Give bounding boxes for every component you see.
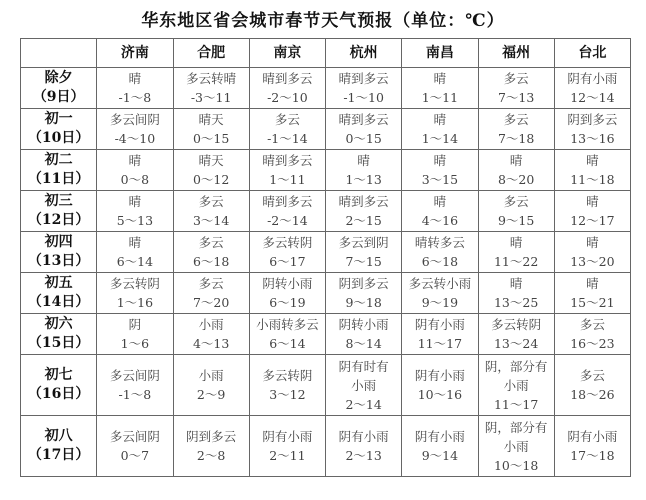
temperature-range: 18～26 <box>570 387 615 402</box>
weather-condition: 多云到阴 <box>338 235 389 250</box>
temperature-range: 9～19 <box>421 295 459 310</box>
temperature-range: 16～23 <box>570 336 615 351</box>
day-date: （10日） <box>27 130 90 146</box>
temperature-range: 11～22 <box>493 254 539 269</box>
weather-condition: 晴 <box>509 153 523 168</box>
forecast-cell <box>478 232 554 273</box>
temperature-range: 13～20 <box>570 254 615 269</box>
temperature-range: 3～12 <box>269 387 306 402</box>
temperature-range: 0～12 <box>192 172 230 187</box>
weather-condition: 晴 <box>509 276 523 291</box>
day-day: 初七 <box>44 367 73 383</box>
temperature-range: 9～14 <box>421 448 459 463</box>
weather-condition: 多云 <box>579 368 605 383</box>
day-date: （14日） <box>27 294 90 310</box>
forecast-cell <box>326 416 402 477</box>
day-cell <box>21 355 97 416</box>
day-cell <box>21 68 97 109</box>
forecast-cell <box>326 355 402 416</box>
weather-condition: 阴转小雨 <box>262 276 313 291</box>
forecast-cell <box>402 68 478 109</box>
city-header: 南京 <box>249 39 325 68</box>
forecast-cell <box>97 68 173 109</box>
temperature-range: 2～11 <box>269 448 306 463</box>
forecast-cell <box>173 314 249 355</box>
temperature-range: 9～18 <box>345 295 382 310</box>
weather-condition: 晴天 <box>198 153 224 168</box>
forecast-cell <box>326 191 402 232</box>
temperature-range: -1～14 <box>267 131 308 146</box>
weather-condition: 多云 <box>503 112 529 127</box>
forecast-cell <box>97 150 173 191</box>
weather-condition: 阴有小雨 <box>414 317 465 332</box>
temperature-range: 1～11 <box>269 172 306 187</box>
weather-condition: 多云 <box>198 276 224 291</box>
weather-condition: 阴有小雨 <box>262 429 313 444</box>
temperature-range: 9～15 <box>497 213 535 228</box>
weather-condition: 晴转多云 <box>414 235 465 250</box>
temperature-range: 11～17 <box>417 336 463 351</box>
weather-condition: 多云间阴 <box>109 112 160 127</box>
weather-condition: 晴 <box>433 112 447 127</box>
weather-condition: 多云 <box>579 317 605 332</box>
temperature-range: 6～19 <box>269 295 306 310</box>
temperature-range: 0～8 <box>120 172 150 187</box>
weather-condition: 晴 <box>357 153 370 168</box>
city-header: 杭州 <box>326 39 402 68</box>
forecast-cell <box>554 150 630 191</box>
temperature-range: 12～14 <box>570 90 615 105</box>
day-cell <box>21 416 97 477</box>
temperature-range: 7～20 <box>192 295 230 310</box>
day-day: 初二 <box>44 152 73 168</box>
weather-condition: 晴 <box>586 194 599 209</box>
weather-condition: 小雨 <box>198 317 224 332</box>
table-row <box>21 416 631 477</box>
weather-condition: 晴到多云 <box>338 71 389 86</box>
temperature-range: 12～17 <box>570 213 615 228</box>
forecast-cell <box>326 150 402 191</box>
forecast-cell <box>402 109 478 150</box>
forecast-cell <box>402 314 478 355</box>
temperature-range: 4～13 <box>192 336 230 351</box>
temperature-range: 13～25 <box>493 295 539 310</box>
weather-condition: 阴有小雨 <box>567 71 618 86</box>
weather-condition: 晴到多云 <box>338 112 389 127</box>
temperature-range: 1～6 <box>120 336 150 351</box>
temperature-range: 0～7 <box>120 448 150 463</box>
day-date: （13日） <box>27 253 90 269</box>
city-header: 济南 <box>97 39 173 68</box>
temperature-range: 6～18 <box>192 254 230 269</box>
forecast-cell <box>97 109 173 150</box>
weather-condition: 小雨转多云 <box>256 317 319 332</box>
forecast-cell <box>478 273 554 314</box>
forecast-cell <box>554 314 630 355</box>
forecast-cell <box>97 314 173 355</box>
city-header: 台北 <box>554 39 630 68</box>
forecast-cell <box>173 273 249 314</box>
table-row <box>21 150 631 191</box>
forecast-cell <box>478 314 554 355</box>
day-day: 初四 <box>44 234 73 250</box>
temperature-range: 1～11 <box>421 90 459 105</box>
forecast-cell <box>326 273 402 314</box>
day-date: （15日） <box>27 335 90 351</box>
temperature-range: -2～14 <box>267 213 308 228</box>
forecast-cell <box>249 109 325 150</box>
forecast-cell <box>478 355 554 416</box>
day-day: 除夕 <box>44 70 73 86</box>
weather-condition: 晴到多云 <box>262 71 313 86</box>
forecast-cell <box>249 416 325 477</box>
temperature-range: 5～13 <box>116 213 154 228</box>
forecast-cell <box>97 232 173 273</box>
table-row <box>21 355 631 416</box>
temperature-range: 7～18 <box>497 131 535 146</box>
temperature-range: 11～17 <box>493 396 539 412</box>
weather-condition: 阴有时有 <box>338 358 389 374</box>
weather-condition: 阴 <box>128 317 142 332</box>
temperature-range: 15～21 <box>570 295 615 310</box>
forecast-cell <box>249 355 325 416</box>
forecast-cell <box>249 273 325 314</box>
day-date: （11日） <box>27 171 90 187</box>
temperature-range: 8～14 <box>345 336 382 351</box>
day-date: （17日） <box>27 447 90 463</box>
temperature-range: -2～10 <box>267 90 308 105</box>
weather-condition: 多云转晴 <box>186 71 237 86</box>
weather-condition: 多云 <box>198 235 224 250</box>
weather-condition: 多云转小雨 <box>408 276 472 291</box>
day-cell <box>21 191 97 232</box>
day-cell <box>21 314 97 355</box>
forecast-cell <box>402 273 478 314</box>
forecast-cell <box>326 109 402 150</box>
weather-condition: 晴 <box>433 153 447 168</box>
forecast-cell <box>173 232 249 273</box>
day-day: 初五 <box>44 275 73 291</box>
temperature-range: 10～16 <box>417 387 463 402</box>
temperature-range: 7～13 <box>497 90 535 105</box>
city-header: 南昌 <box>402 39 478 68</box>
weather-condition: 阴转小雨 <box>338 317 389 332</box>
temperature-range: 2～9 <box>196 387 226 402</box>
table-row <box>21 191 631 232</box>
temperature-range: 7～15 <box>345 254 382 269</box>
weather-condition: 晴天 <box>198 112 224 127</box>
weather-condition: 阴有小雨 <box>414 368 465 383</box>
day-cell <box>21 273 97 314</box>
temperature-range: 10～18 <box>493 457 539 473</box>
forecast-cell <box>478 109 554 150</box>
temperature-range: 3～15 <box>421 172 459 187</box>
weather-condition: 晴 <box>128 71 142 86</box>
temperature-range: -4～10 <box>114 131 156 146</box>
weather-condition: 晴到多云 <box>338 194 389 209</box>
city-header: 福州 <box>478 39 554 68</box>
temperature-range: 6～14 <box>116 254 154 269</box>
forecast-cell <box>478 191 554 232</box>
forecast-cell <box>173 416 249 477</box>
forecast-cell <box>249 314 325 355</box>
forecast-cell <box>97 355 173 416</box>
weather-condition: 阴到多云 <box>186 429 237 444</box>
table-row <box>21 68 631 109</box>
forecast-cell <box>402 355 478 416</box>
forecast-cell <box>554 416 630 477</box>
weather-condition: 晴 <box>586 235 599 250</box>
forecast-cell <box>402 232 478 273</box>
forecast-cell <box>173 109 249 150</box>
corner-cell <box>21 39 97 68</box>
weather-condition: 多云转阴 <box>109 276 160 291</box>
weather-condition: 小雨 <box>503 438 529 454</box>
forecast-cell <box>326 232 402 273</box>
weather-condition: 阴有小雨 <box>338 429 389 444</box>
temperature-range: 2～13 <box>345 448 382 463</box>
temperature-range: 6～17 <box>269 254 306 269</box>
weather-condition: 小雨 <box>198 368 224 383</box>
temperature-range: 17～18 <box>570 448 615 463</box>
weather-condition: 多云 <box>274 112 300 127</box>
weather-condition: 晴 <box>128 235 142 250</box>
weather-condition: 多云 <box>198 194 224 209</box>
temperature-range: 13～24 <box>493 336 539 351</box>
forecast-cell <box>554 355 630 416</box>
weather-condition: 晴 <box>586 153 599 168</box>
weather-condition: 阴，部分有 <box>484 358 548 374</box>
day-date: （16日） <box>27 386 90 402</box>
weather-condition: 多云间阴 <box>109 368 160 383</box>
temperature-range: 1～14 <box>421 131 459 146</box>
day-cell <box>21 232 97 273</box>
table-row <box>21 314 631 355</box>
forecast-cell <box>478 416 554 477</box>
weather-condition: 阴有小雨 <box>414 429 465 444</box>
forecast-cell <box>249 191 325 232</box>
temperature-range: -1～10 <box>343 90 384 105</box>
temperature-range: -3～11 <box>190 90 232 105</box>
weather-condition: 晴到多云 <box>262 153 313 168</box>
forecast-cell <box>249 232 325 273</box>
weather-table <box>20 38 631 477</box>
weather-condition: 晴 <box>128 153 142 168</box>
forecast-cell <box>402 416 478 477</box>
weather-condition: 小雨 <box>503 377 529 393</box>
forecast-cell <box>554 68 630 109</box>
forecast-cell <box>97 191 173 232</box>
day-day: 初三 <box>44 193 73 209</box>
weather-condition: 晴 <box>433 194 447 209</box>
day-date: （9日） <box>32 89 85 105</box>
forecast-cell <box>97 273 173 314</box>
forecast-cell <box>173 68 249 109</box>
weather-condition: 多云转阴 <box>262 235 313 250</box>
weather-condition: 晴 <box>586 276 599 291</box>
forecast-cell <box>554 273 630 314</box>
header-row <box>21 39 631 68</box>
temperature-range: 11～18 <box>570 172 615 187</box>
weather-condition: 阴到多云 <box>567 112 618 127</box>
table-row <box>21 232 631 273</box>
forecast-cell <box>326 314 402 355</box>
weather-condition: 多云 <box>503 194 529 209</box>
table-row <box>21 109 631 150</box>
day-date: （12日） <box>27 212 90 228</box>
forecast-cell <box>478 150 554 191</box>
temperature-range: 1～16 <box>116 295 154 310</box>
temperature-range: 8～20 <box>497 172 535 187</box>
forecast-cell <box>173 191 249 232</box>
weather-condition: 晴到多云 <box>262 194 313 209</box>
forecast-cell <box>554 191 630 232</box>
temperature-range: 1～13 <box>345 172 382 187</box>
weather-condition: 多云间阴 <box>109 429 160 444</box>
weather-condition: 阴到多云 <box>338 276 389 291</box>
temperature-range: 4～16 <box>421 213 459 228</box>
forecast-cell <box>402 191 478 232</box>
temperature-range: 2～14 <box>345 396 382 412</box>
forecast-cell <box>554 232 630 273</box>
weather-condition: 多云 <box>503 71 529 86</box>
day-cell <box>21 150 97 191</box>
forecast-cell <box>97 416 173 477</box>
weather-condition: 多云转阴 <box>491 317 542 332</box>
day-day: 初八 <box>44 428 73 444</box>
table-row <box>21 273 631 314</box>
forecast-cell <box>173 150 249 191</box>
weather-condition: 阴有小雨 <box>567 429 618 444</box>
forecast-cell <box>249 68 325 109</box>
temperature-range: -1～8 <box>118 387 152 402</box>
weather-condition: 晴 <box>509 235 523 250</box>
day-day: 初六 <box>44 316 73 332</box>
temperature-range: 2～15 <box>345 213 382 228</box>
day-cell <box>21 109 97 150</box>
forecast-cell <box>173 355 249 416</box>
weather-condition: 小雨 <box>351 377 377 393</box>
forecast-cell <box>402 150 478 191</box>
temperature-range: 6～18 <box>421 254 459 269</box>
forecast-cell <box>554 109 630 150</box>
temperature-range: 3～14 <box>192 213 230 228</box>
weather-condition: 晴 <box>128 194 142 209</box>
weather-condition: 晴 <box>433 71 447 86</box>
temperature-range: 13～16 <box>570 131 615 146</box>
forecast-cell <box>326 68 402 109</box>
temperature-range: 0～15 <box>192 131 230 146</box>
temperature-range: -1～8 <box>118 90 152 105</box>
forecast-cell <box>478 68 554 109</box>
temperature-range: 0～15 <box>345 131 382 146</box>
weather-condition: 多云转阴 <box>262 368 313 383</box>
temperature-range: 2～8 <box>196 448 226 463</box>
day-day: 初一 <box>44 111 73 127</box>
page-title: 华东地区省会城市春节天气预报（单位：℃） <box>141 11 505 31</box>
forecast-cell <box>249 150 325 191</box>
temperature-range: 6～14 <box>269 336 306 351</box>
weather-condition: 阴，部分有 <box>484 419 548 435</box>
city-header: 合肥 <box>173 39 249 68</box>
